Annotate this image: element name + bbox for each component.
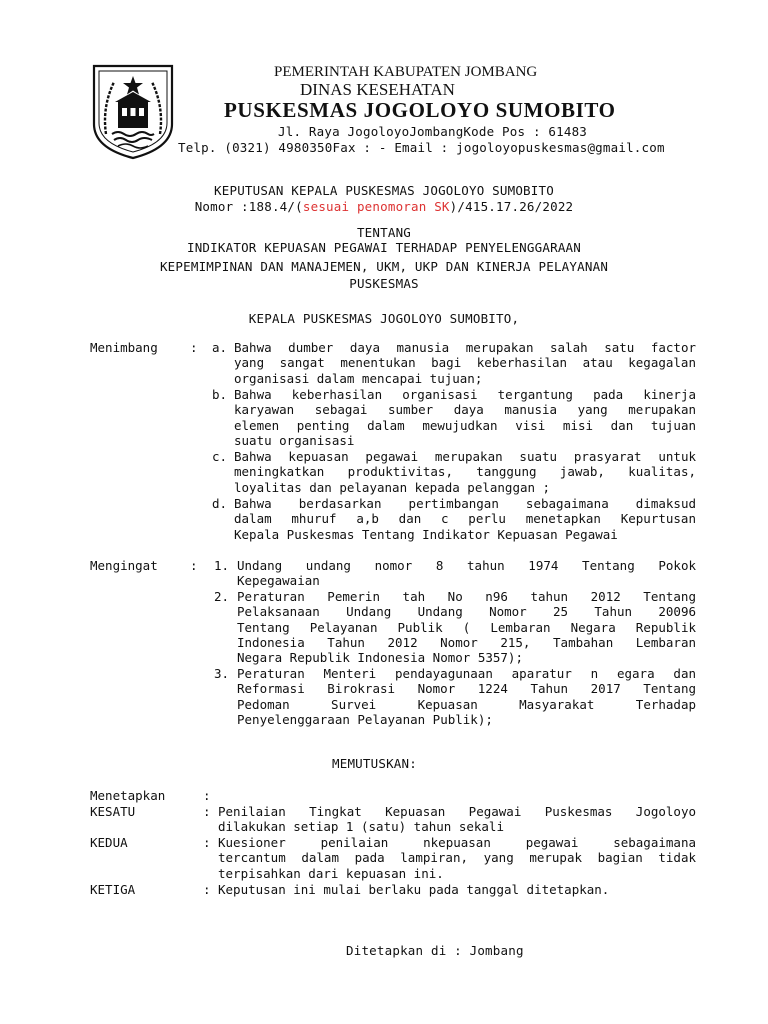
kesatu-label: KESATU — [90, 804, 136, 819]
decree-title: KEPUTUSAN KEPALA PUSKESMAS JOGOLOYO SUMOBITO — [214, 183, 554, 198]
jombang-regency-emblem-icon — [88, 62, 178, 160]
document-page: PEMERINTAH KABUPATEN JOMBANG DINAS KESEHATAN PUSKESMAS JOGOLOYO SUMOBITO Jl. Raya JogoloyoJombangKode Pos : 61483 Telp. (0321) 4980350Fax : - Email : jogoloyopuskesmas@gmail.com KEPUTUSAN KEPALA PUSKESMAS JOGOLOYO SUMOBITO Nomor :188.4/(sesuai penomoran SK)/415.17.26/2022 TENTANG INDIKATOR KEPUASAN PEGAWAI TERHADAP PENYELENGGARAAN KEPEMIMPINAN DAN MANAJEMEN, UKM, UKP DAN KINERJA PELAYANAN PUSKESMAS KEPALA PUSKESMAS JOGOLOYO SUMOBITO, Menimbang : a. Bahwa dumber daya manusia merupakan salah satu factor yang sangat menentukan bagi keberhasilan atau kegagalan organisasi dalam mencapai tujuan; b. Bahwa keberhasilan organisasi tergantung pada kinerja karyawan sebagai sumber daya manusia yang merupakan elemen penting dalam mewujudkan visi misi dan tujuan suatu organisasi c. Bahwa kepuasan pegawai merupakan suatu prasyarat untuk meningkatkan produktivitas, tanggung jawab, kualitas, loyalitas dan pelayanan kepada pelanggan ; d. Bahwa berdasarkan pertimbangan sebagaimana dimaksud dalam mhuruf a,b dan c perlu menetapkan Kepurtusan Kepala Puskesmas Tentang Indikator Kepuasan Pegawai Mengingat : 1. Undang undang nomor 8 tahun 1974 Tentang Pokok Kepegawaian 2. Peraturan Pemerin tah No n96 tahun 2012 Tentang Pelaksanaan Undang Undang Nomor 25 Tahun 20096 Tentang Pelayanan Publik ( Lembaran Negara Republik Indonesia Tahun 2012 Nomor 215, Tambahan Lembaran Negara Republik Indonesia Nomor 5357); 3. Peraturan Menteri pendayagunaan aparatur n egara dan Reformasi Birokrasi Nomor 1224 Tahun 2017 Tentang Pedoman Survei Kepuasan Masyarakat Terhadap Penyelenggaraan Pelayanan Publik); MEMUTUSKAN: Menetapkan : KESATU : Penilaian Tingkat Kepuasan Pegawai Puskesmas Jogoloyo dilakukan setiap 1 (satu) tahun sekali KEDUA : Kuesioner penilaian nkepuasan pegawai sebagaimana tercantum dalam pada lampiran, yang merupak bagian tidak terpisahkan dari kepuasan ini. KETIGA : Keputusan ini mulai berlaku pada tanggal ditetapkan. Ditetapkan di : Jombang — [0, 0, 768, 1024]
ditetapkan-line: Ditetapkan di : Jombang — [346, 943, 524, 958]
government-name: PEMERINTAH KABUPATEN JOMBANG — [274, 64, 538, 80]
head-title: KEPALA PUSKESMAS JOGOLOYO SUMOBITO, — [248, 311, 520, 326]
address-line: Jl. Raya JogoloyoJombangKode Pos : 61483 — [278, 124, 588, 139]
kesatu-colon: : — [203, 804, 211, 819]
decree-number-suffix: )/415.17.26/2022 — [449, 199, 574, 214]
menetapkan-label: Menetapkan — [90, 788, 166, 803]
menetapkan-colon: : — [203, 788, 211, 803]
mengingat-colon: : — [190, 558, 198, 573]
ketiga-colon: : — [203, 882, 211, 897]
mengingat-label: Mengingat — [90, 558, 158, 573]
subject-line-2: KEPEMIMPINAN DAN MANAJEMEN, UKM, UKP DAN KINERJA PELAYANAN — [159, 259, 609, 274]
decree-number-prefix: Nomor :188.4/( — [194, 199, 303, 214]
menimbang-colon: : — [190, 340, 198, 355]
subject-line-3: PUSKESMAS — [349, 276, 419, 291]
tentang-heading: TENTANG — [356, 225, 412, 240]
organization-name: PUSKESMAS JOGOLOYO SUMOBITO — [224, 98, 616, 122]
ketiga-label: KETIGA — [90, 882, 136, 897]
memutuskan-heading: MEMUTUSKAN: — [332, 756, 417, 771]
decree-number — [0, 199, 768, 214]
decree-number-placeholder: sesuai penomoran SK — [302, 199, 450, 214]
kedua-colon: : — [203, 835, 211, 850]
kedua-label: KEDUA — [90, 835, 128, 850]
department-name: DINAS KESEHATAN — [300, 80, 455, 99]
menimbang-label: Menimbang — [90, 340, 158, 355]
subject-line-1: INDIKATOR KEPUASAN PEGAWAI TERHADAP PENYELENGGARAAN — [186, 240, 581, 255]
contact-line: Telp. (0321) 4980350Fax : - Email : jogoloyopuskesmas@gmail.com — [178, 140, 665, 155]
